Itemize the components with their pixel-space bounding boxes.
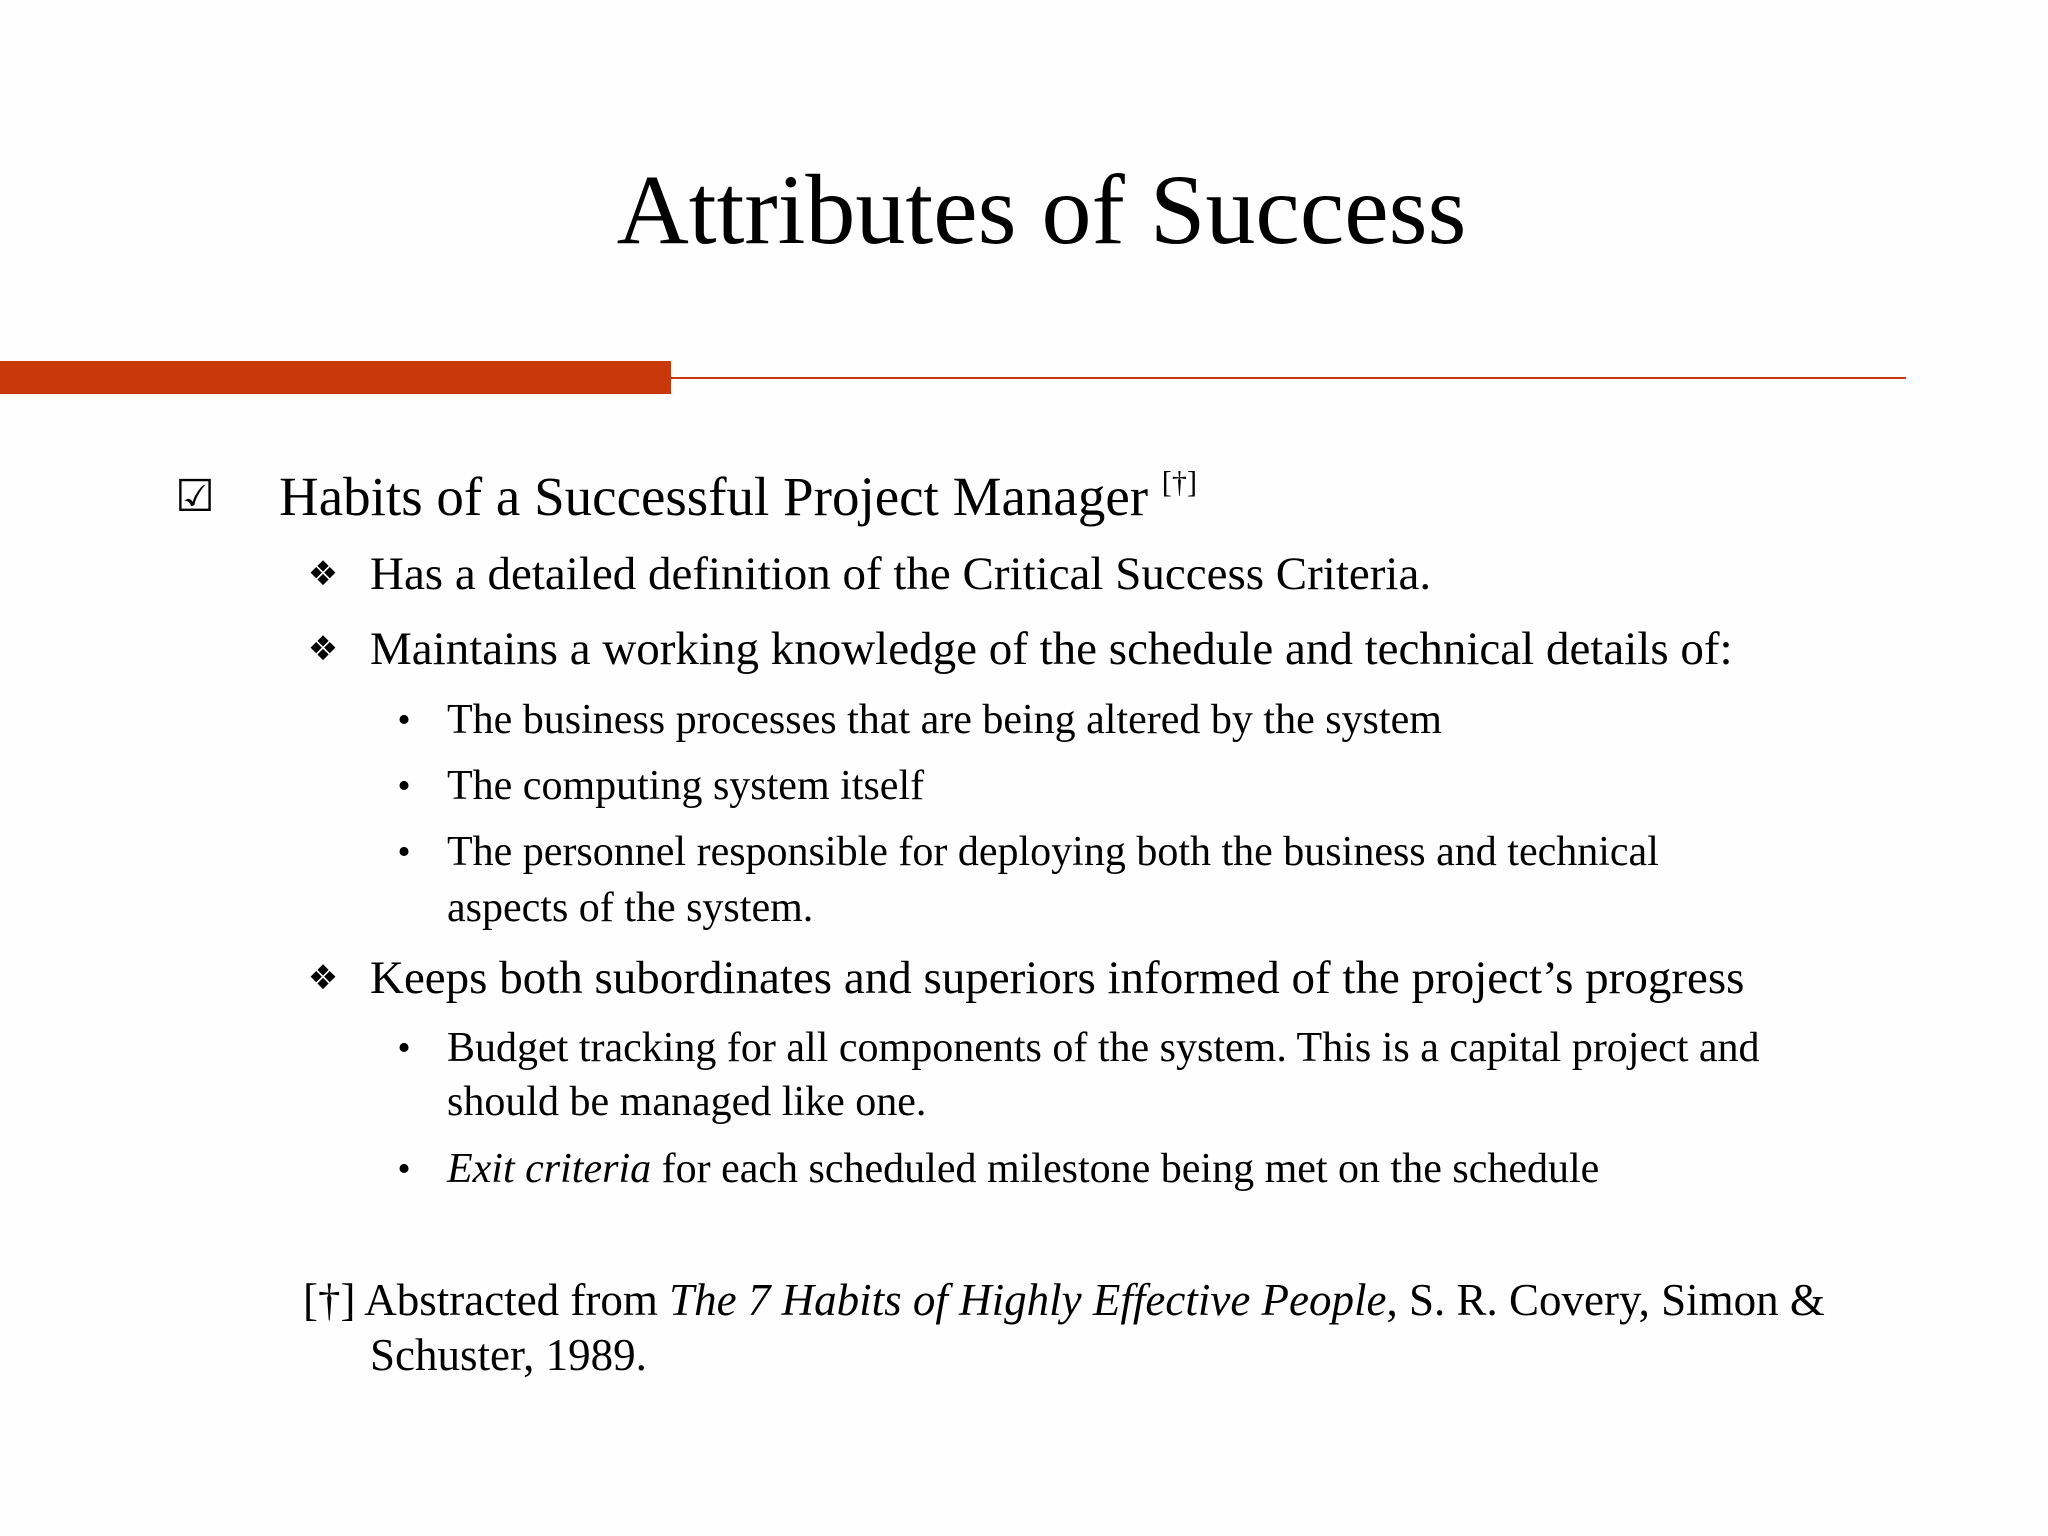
footnote-prefix: Abstracted from (355, 1275, 670, 1325)
checked-box-icon: ☑ (175, 471, 215, 522)
footnote-book-title: The 7 Habits of Highly Effective People (669, 1275, 1387, 1325)
four-diamond-icon: ❖ (307, 629, 339, 669)
bullet-item-1: Has a detailed definition of the Critical Success Criteria. (370, 548, 1432, 600)
four-diamond-icon: ❖ (307, 554, 339, 594)
bullet-dot-icon: • (397, 765, 411, 807)
footnote-reference: [†] (1161, 465, 1198, 500)
section-heading-text: Habits of a Successful Project Manager (279, 466, 1149, 527)
sub-item-3-2-text: for each scheduled milestone being met on the schedule (651, 1146, 1600, 1192)
four-diamond-icon: ❖ (307, 958, 339, 998)
sub-item-3-1-line-2: should be managed like one. (447, 1079, 927, 1125)
slide-title: Attributes of Success (616, 154, 1467, 265)
footnote-line-2: Schuster, 1989. (370, 1330, 647, 1380)
sub-item-3-2 (447, 1141, 1599, 1197)
sub-item-2-1: The business processes that are being altered by the system (447, 697, 1442, 743)
section-heading (279, 462, 1197, 532)
accent-bar (0, 361, 671, 394)
bullet-item-3: Keeps both subordinates and superiors informed of the project’s progress (370, 952, 1745, 1004)
sub-item-2-2: The computing system itself (447, 763, 925, 809)
exit-criteria-term: Exit criteria (447, 1146, 652, 1192)
footnote-suffix: , S. R. Covery, Simon & (1386, 1275, 1825, 1325)
bullet-dot-icon: • (397, 831, 411, 873)
footnote (303, 1272, 1825, 1328)
sub-item-3-1-line-1: Budget tracking for all components of the system. This is a capital project and (447, 1025, 1760, 1071)
sub-item-2-3-line-1: The personnel responsible for deploying both the business and technical (447, 829, 1659, 875)
bullet-item-2: Maintains a working knowledge of the schedule and technical details of: (370, 623, 1733, 675)
footnote-marker: [†] (303, 1275, 356, 1325)
accent-rule (671, 377, 1906, 379)
sub-item-2-3-line-2: aspects of the system. (447, 885, 814, 931)
bullet-dot-icon: • (397, 1027, 411, 1069)
bullet-dot-icon: • (397, 1148, 411, 1190)
bullet-dot-icon: • (397, 699, 411, 741)
